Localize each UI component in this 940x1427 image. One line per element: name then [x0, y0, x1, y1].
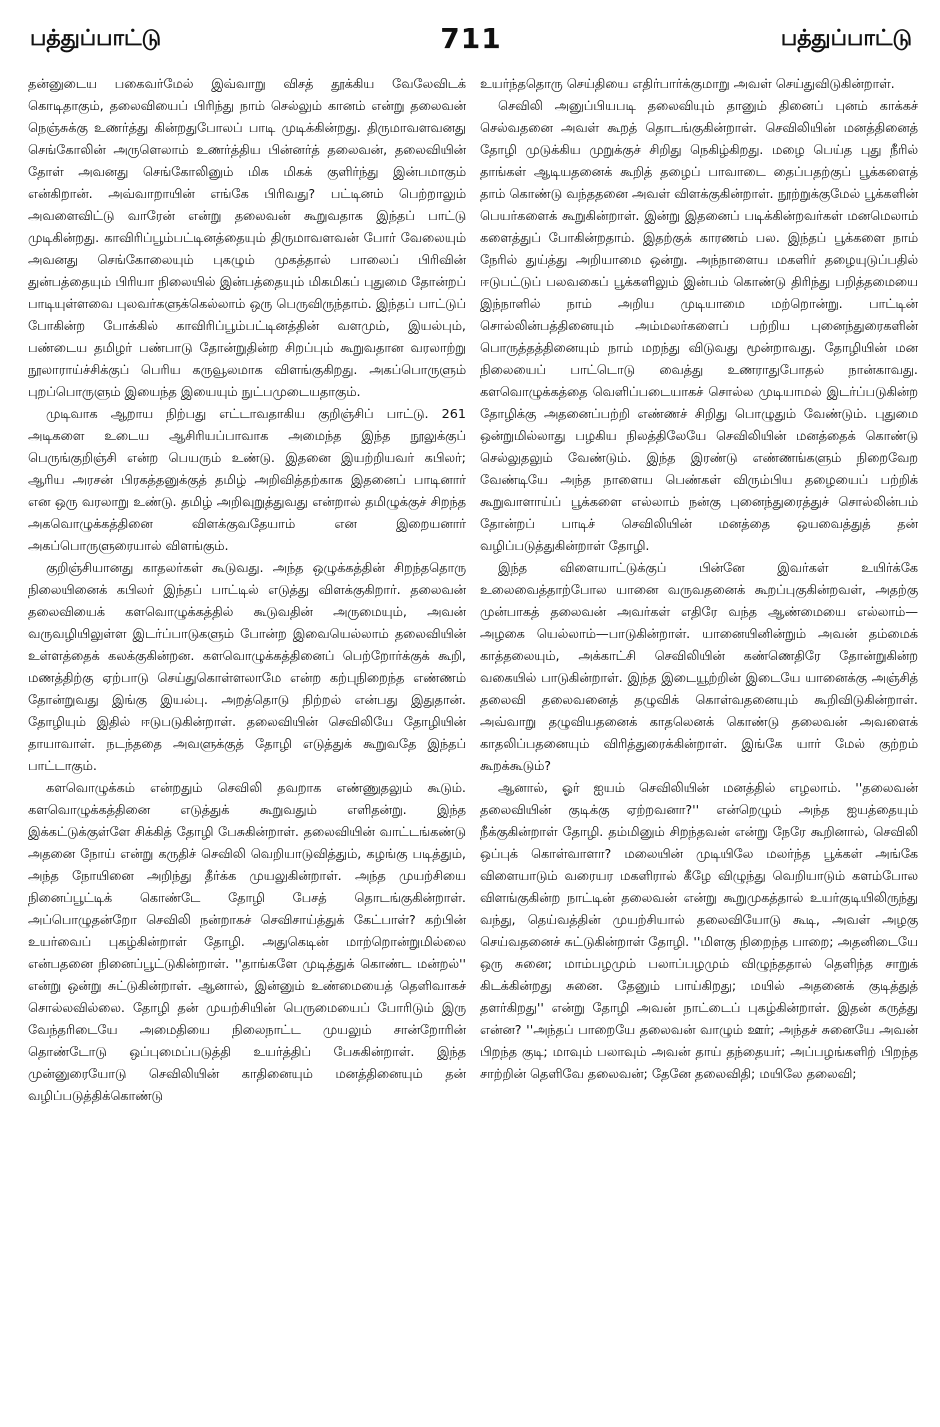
paragraph: முடிவாக ஆறாய நிற்பது எட்டாவதாகிய குறிஞ்சிப் பாட்டு. 261 அடிகளை உடைய ஆசிரியப்பாவாக அமைந்த இந்த நூலுக்குப் பெருங்குறிஞ்சி என்ற பெயரும் உண்டு. இதனை இயற்றியவர் கபிலர்; ஆரிய அரசன் பிரகத்தனுக்குத் தமிழ் அறிவித்தற்காக இதனைப் பாடினார் என ஒரு வரலாறு உண்டு. தமிழ் அறிவுறுத்துவது என்றால் தமிழுக்குச் சிறந்த அகவொழுக்கத்தினை விளக்குவதேயாம் என இறையனார் அகப்பொருளுரையால் விளங்கும்.	[28, 407, 466, 554]
paragraph: இந்த விளையாட்டுக்குப் பின்னே இவர்கள் உயிர்க்கே உலைவைத்தாற்போல யானை வருவதனைக் கூறப்புகுகின்றவள், அதற்கு முன்பாகத் தலைவன் அவர்கள் எதிரே வந்த ஆண்மையை எல்லாம்—அழகை யெல்லாம்—பாடுகின்றாள். யானையினின்றும் அவன் தம்மைக் காத்தலையும், அக்காட்சி செவிலியின் கண்ணெதிரே தோன்றுகின்ற வகையில் பாடுகின்றாள். இந்த இடையூற்றின் இடையே யானைக்கு அஞ்சித் தலைவி தலைவனைத் தழுவிக் கொள்வதனையும் கூறிவிடுகின்றாள். அவ்வாறு தழுவியதனைக் காதலெனக் கொண்டு தலைவன் அவளைக் காதலிப்பதனையும் விரித்துரைக்கின்றாள். இங்கே யார் மேல் குற்றம் கூறக்கூடும்?	[480, 561, 918, 774]
right-column	[480, 74, 918, 1414]
page-number: 711	[440, 22, 502, 55]
paragraph: களவொழுக்கம் என்றதும் செவிலி தவறாக எண்ணுதலும் கூடும். களவொழுக்கத்தினை எடுத்துக் கூறுவதும் எளிதன்று. இந்த இக்கட்டுக்குள்ளே சிக்கித் தோழி பேசுகின்றாள். தலைவியின் வாட்டங்கண்டு அதனை நோய் என்று கருதிச் செவிலி வெறியாடுவித்தும், கழங்கு படித்தும், அந்த நோயினை அறிந்து தீர்க்க முயலுகின்றாள். அந்த முயற்சியை நினைப்பூட்டிக் கொண்டே தோழி பேசத் தொடங்குகின்றாள். அப்பொழுதன்றோ செவிலி நன்றாகச் செவிசாய்த்துக் கேட்பாள்? கற்பின் உயர்வைப் புகழ்கின்றாள் தோழி. அதுகெடின் மாற்றொன்றுமில்லை என்பதனை நினைப்பூட்டுகின்றாள். ''தாங்களே முடித்துக் கொண்ட மன்றல்'' என்று ஒன்று சுட்டுகின்றாள். ஆனால், இன்னும் உண்மையைத் தெளிவாகச் சொல்லவில்லை. தோழி தன் முயற்சியின் பெருமையைப் போரிடும் இரு வேந்தரிடையே அமைதியை நிலைநாட்ட முயலும் சான்றோரின் தொண்டோடு ஒப்புமைப்படுத்தி உயர்த்திப் பேசுகின்றாள். இந்த முன்னுரையோடு செவிலியின் காதினையும் மனத்தினையும் தன் வழிப்படுத்திக்கொண்டு	[28, 781, 466, 1104]
paragraph: ஆனால், ஓர் ஐயம் செவிலியின் மனத்தில் எழலாம். ''தலைவன் தலைவியின் குடிக்கு ஏற்றவனா?'' என்றெழும் அந்த ஐயத்தையும் நீக்குகின்றாள் தோழி. தம்மினும் சிறந்தவன் என்று நேரே கூறினால், செவிலி ஒப்புக் கொள்வாளா? மலையின் முடியிலே மலர்ந்த பூக்கள் அங்கே விளையாடும் வரையர மகளிரால் கீழே விழுந்து வெறியாடும் களம்போல விளங்குகின்ற நாட்டின் தலைவன் என்று கூறுமுகத்தால் உயர்குடியிலிருந்து வந்து, தெய்வத்தின் முயற்சியால் தலைவியோடு கூடி, அவள் அழகு செய்வதனைச் சுட்டுகின்றாள் தோழி. ''மிளகு நிறைந்த பாறை; அதனிடையே ஒரு சுனை; மாம்பழமும் பலாப்பழமும் விழுந்ததால் தெளிந்த சாறுக் கிடக்கின்றது சுனை. தேனும் பாய்கிறது; மயில் அதனைக் குடித்துத் தளர்கிறது'' என்று தோழி அவன் நாட்டைப் புகழ்கின்றாள். இதன் கருத்து என்ன? ''அந்தப் பாறையே தலைவன் வாழும் ஊர்; அந்தச் சுனையே அவன் பிறந்த குடி; மாவும் பலாவும் அவன் தாய் தந்தையர்; அப்பழங்களிற் பிறந்த சாற்றின் தெளிவே தலைவன்; தேனே தலைவிதி; மயிலே தலைவி;	[480, 781, 918, 1082]
paragraph: செவிலி அனுப்பியபடி தலைவியும் தானும் தினைப் புனம் காக்கச் செல்வதனை அவள் கூறத் தொடங்குகின்றாள். செவிலியின் மனத்தினைத் தோழி முடுக்கிய முறுக்குச் சிறிது நெகிழ்கிறது. மழை பெய்த புது நீரில் தாங்கள் ஆடியதனைக் கூறித் தழைப் பாவாடை தைப்பதற்குப் பூக்களைத் தாம் கொண்டு வந்ததனை அவள் விளக்குகின்றாள். நூற்றுக்குமேல் பூக்களின் பெயர்களைக் கூறுகின்றாள். இன்று இதனைப் படிக்கின்றவர்கள் மனமெலாம் களைத்துப் போகின்றதாம். இதற்குக் காரணம் பல. இந்தப் பூக்களை நாம் நேரில் துய்த்து அறியாமை ஒன்று. அந்நாளைய மகளிர் தழையுடுப்பதில் ஈடுபட்டுப் பலவகைப் பூக்களிலும் இன்பம் கொண்டு திரிந்து பறித்தமையை இந்நாளில் நாம் அறிய முடியாமை மற்றொன்று. பாட்டின் சொல்லின்பத்தினையும் அம்மலர்களைப் பற்றிய புனைந்துரைகளின் பொருத்தத்தினையும் நாம் மறந்து விடுவது மூன்றாவது. தோழியின் மன நிலையைப் பாட்டொடு வைத்து உணராதுபோதல் நான்காவது. களவொழுக்கத்தை வெளிப்படையாகச் சொல்ல முடியாமல் இடர்ப்படுகின்ற தோழிக்கு அதனைப்பற்றி எண்ணச் சிறிது பொழுதும் வேண்டும். புதுமை ஒன்றுமில்லாது பழகிய நிலத்திலேயே செவிலியின் மனத்தைக் கொண்டு செல்லுதலும் வேண்டும். இந்த இரண்டு எண்ணங்களும் நிறைவேற வேண்டியே அந்த நாளைய பெண்கள் விரும்பிய தழையைப் பற்றிக் கூறுவாளாய்ப் பூக்களை எல்லாம் நன்கு புனைந்துரைத்துச் சொல்லின்பம் தோன்றப் பாடிச் செவிலியின் மனத்தை ஒயவைத்துத் தன் வழிப்படுத்துகின்றாள் தோழி.	[480, 99, 918, 554]
left-column	[28, 74, 466, 1414]
page-header	[30, 22, 912, 62]
paragraph: தன்னுடைய பகைவர்மேல் இவ்வாறு விசத் தூக்கிய வேலேவிடக் கொடிதாகும், தலைவியைப் பிரிந்து நாம் செல்லும் கானம் என்று தலைவன் நெஞ்சுக்கு உணர்த்து கின்றதுபோலப் பாடி முடிக்கின்றது. திருமாவளவனது செங்கோலின் அருளெலாம் உணர்த்திய பின்னர்த் தலைவன், தலைவியின் தோள் அவனது செங்கோலினும் மிக மிகக் குளிர்ந்து இன்பமாகும் என்கிறான். அவ்வாறாயின் எங்கே பிரிவது? பட்டினம் பெற்றாலும் அவளைவிட்டு வாரேன் என்று தலைவன் கூறுவதாக இந்தப் பாட்டு முடிகின்றது. காவிரிப்பூம்பட்டினத்தையும் திருமாவளவன் போர் வேலையும் அவனது செங்கோலையும் புகழும் முகத்தால் பாலைப் பிரிவின் துன்பத்தையும் பிரியா நிலையில் இன்பத்தையும் மிகமிகப் புதுமை தோன்றப் பாடியுள்ளவை புலவர்களுக்கெல்லாம் ஒரு பெருவிருந்தாம். இந்தப் பாட்டுப் போகின்ற போக்கில் காவிரிப்பூம்பட்டினத்தின் வளமும், இயல்பும், பண்டைய தமிழர் பண்பாடு தோன்றுதின்ற சிறப்பும் கூறுவதான வரலாற்று நூலாராய்ச்சிக்குப் பெரிய கருவூலமாக விளங்குகிறது. அகப்பொருளும் புறப்பொருளும் இயைந்த இயையும் நுட்பமுடையதாகும்.	[28, 77, 466, 400]
running-title-right: பத்துப்பாட்டு	[780, 26, 912, 51]
paragraph: உயர்ந்ததொரு செய்தியை எதிர்பார்க்குமாறு அவள் செய்துவிடுகின்றாள்.	[480, 77, 895, 92]
running-title-left: பத்துப்பாட்டு	[30, 26, 162, 51]
paragraph: குறிஞ்சியானது காதலர்கள் கூடுவது. அந்த ஒழுக்கத்தின் சிறந்ததொரு நிலையினைக் கபிலர் இந்தப் பாட்டில் எடுத்து விளக்குகிறார். தலைவன் தலைவியைக் களவொழுக்கத்தில் கூடுவதின் அருமையும், அவன் வருவழியிலுள்ள இடர்ப்பாடுகளும் போன்ற இவையெல்லாம் தலைவியின் உள்ளத்தைக் கலக்குகின்றன. களவொழுக்கத்தினைப் பெற்றோர்க்குக் கூறி, மணத்திற்கு ஏற்பாடு செய்துகொள்ளலாமே என்ற கற்புநிறைந்த எண்ணம் தோன்றுவது இங்கு இயல்பு. அறத்தொடு நிற்றல் என்பது இதுதான். தோழியும் இதில் ஈடுபடுகின்றாள். தலைவியின் செவிலியே தோழியின் தாயாவாள். நடந்ததை அவளுக்குத் தோழி எடுத்துக் கூறுவதே இந்தப் பாட்டாகும்.	[28, 561, 466, 774]
